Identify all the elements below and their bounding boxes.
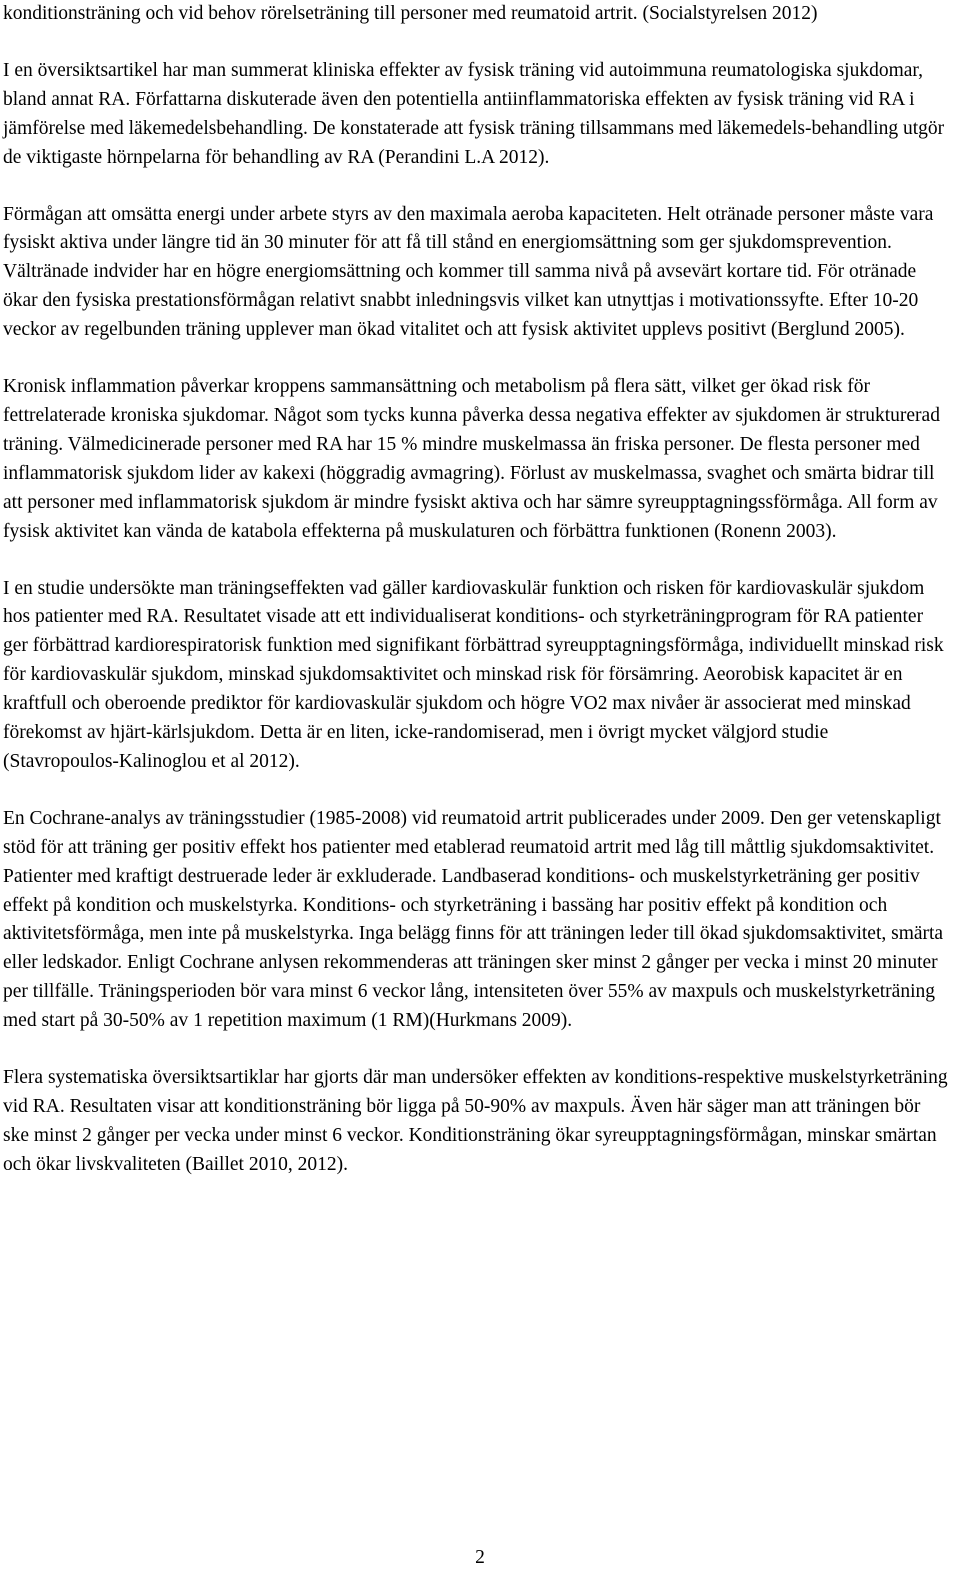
paragraph-1: konditionsträning och vid behov rörelseträning till personer med reumatoid artrit. (Socialstyrelsen 2012) bbox=[3, 3, 818, 24]
paragraph-2: I en översiktsartikel har man summerat kliniska effekter av fysisk träning vid autoimmuna reumatologiska sjukdomar, bland annat RA. Författarna diskuterade även den potentiella antiinflammatoriska effekten av fysisk träning vid RA i jämförelse med läkemedelsbehandling. De konstaterade att fysisk träning tillsammans med läkemedels-behandling utgör de viktigaste hörnpelarna för behandling av RA (Perandini L.A 2012). bbox=[3, 59, 945, 168]
page-number: 2 bbox=[475, 1547, 485, 1568]
paragraph-3: Förmågan att omsätta energi under arbete styrs av den maximala aeroba kapaciteten. Helt otränade personer måste vara fysiskt aktiva under längre tid än 30 minuter för att få till stånd en energiomsättning som ger sjukdomsprevention. Vältränade indvider har en högre energiomsättning och kommer till samma nivå på avsevärt kortare tid. För otränade ökar den fysiska prestationsförmågan relativt snabbt inledningsvis vilket kan utnyttjas i motivationssyfte. Efter 10-20 veckor av regelbunden träning upplever man ökad vitalitet och att fysisk aktivitet upplevs positivt (Berglund 2005). bbox=[3, 203, 934, 341]
paragraph-6: En Cochrane-analys av träningsstudier (1985-2008) vid reumatoid artrit publicerades under 2009. Den ger vetenskapligt stöd för att träning ger positiv effekt hos patienter med etablerad reumatoid artrit med låg till måttlig sjukdomsaktivitet. Patienter med kraftigt destruerade leder är exkluderade. Landbaserad konditions- och muskelstyrketräning ger positiv effekt på kondition och muskelstyrka. Konditions- och styrketräning i bassäng har positiv effekt på kondition och aktivitetsförmåga, men inte på muskelstyrka. Inga belägg finns för att träningen leder till ökad sjukdomsaktivitet, smärta eller ledskador. Enligt Cochrane anlysen rekommenderas att träningen sker minst 2 gånger per vecka i minst 20 minuter per tillfälle. Träningsperioden bör vara minst 6 veckor lång, intensiteten över 55% av maxpuls och muskelstyrketräning med start på 30-50% av 1 repetition maximum (1 RM)(Hurkmans 2009). bbox=[3, 807, 944, 1032]
paragraph-5: I en studie undersökte man träningseffekten vad gäller kardiovaskulär funktion och risken för kardiovaskulär sjukdom hos patienter med RA. Resultatet visade att ett individualiserat konditions- och styrketräningprogram för RA patienter ger förbättrad kardiorespiratorisk funktion med signifikant förbättrad syreupptagningsförmåga, individuellt minskad risk för kardiovaskulär sjukdom, minskad sjukdomsaktivitet och minskad risk för försämring. Aeorobisk kapacitet är en kraftfull och oberoende prediktor för kardiovaskulär sjukdom och högre VO2 max nivåer är associerat med minskad förekomst av hjärt-kärlsjukdom. Detta är en liten, icke-randomiserad, men i övrigt mycket välgjord studie (Stavropoulos-Kalinoglou et al 2012). bbox=[3, 577, 944, 772]
document-body bbox=[3, 0, 948, 1180]
paragraph-4: Kronisk inflammation påverkar kroppens sammansättning och metabolism på flera sätt, vilket ger ökad risk för fettrelaterade kroniska sjukdomar. Något som tycks kunna påverka dessa negativa effekter av sjukdomen är strukturerad träning. Välmedicinerade personer med RA har 15 % mindre muskelmassa än friska personer. De flesta personer med inflammatorisk sjukdom lider av kakexi (höggradig avmagring). Förlust av muskelmassa, svaghet och smärta bidrar till att personer med inflammatorisk sjukdom är mindre fysiskt aktiva och har sämre syreupptagningssförmåga. All form av fysisk aktivitet kan vända de katabola effekterna på muskulaturen och förbättra funktionen (Ronenn 2003). bbox=[3, 376, 940, 542]
paragraph-7: Flera systematiska översiktsartiklar har gjorts där man undersöker effekten av konditions-respektive muskelstyrketräning vid RA. Resultaten visar att konditionsträning bör ligga på 50-90% av maxpuls. Även här säger man att träningen bör ske minst 2 gånger per vecka under minst 6 veckor. Konditionsträning ökar syreupptagningsförmågan, minskar smärtan och ökar livskvaliteten (Baillet 2010, 2012). bbox=[3, 1067, 948, 1175]
